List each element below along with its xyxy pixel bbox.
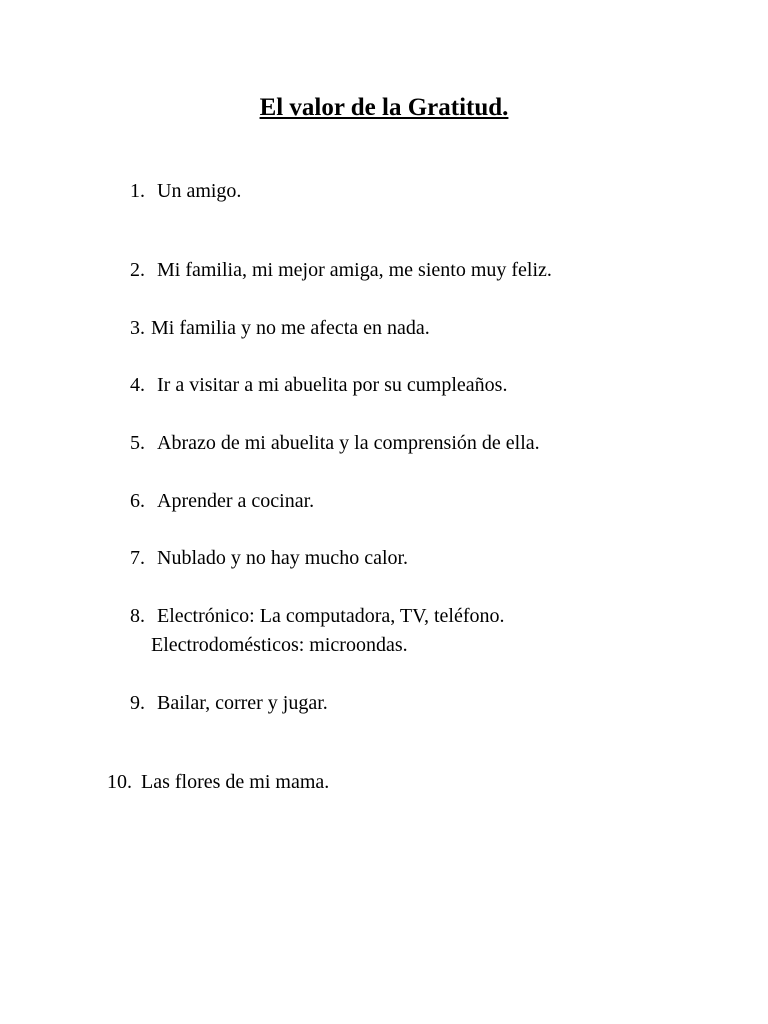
- item-text: Bailar, correr y jugar.: [157, 692, 328, 714]
- item-text: Mi familia, mi mejor amiga, me siento muy feliz.: [157, 259, 552, 281]
- item-number: 2.: [130, 259, 145, 281]
- item-number: 6.: [130, 490, 145, 512]
- item-text: Electrónico: La computadora, TV, teléfono.: [157, 605, 505, 627]
- item-number: 1.: [130, 180, 145, 202]
- item-number: 4.: [130, 374, 145, 396]
- item-number: 9.: [130, 692, 145, 714]
- item-text: Un amigo.: [157, 180, 242, 202]
- item-text-continued: Electrodomésticos: microondas.: [151, 634, 408, 656]
- item-text: Nublado y no hay mucho calor.: [157, 547, 409, 569]
- item-text: Abrazo de mi abuelita y la comprensión de ella.: [157, 432, 540, 454]
- item-number: 5.: [130, 432, 145, 454]
- item-text: Las flores de mi mama.: [141, 771, 330, 793]
- item-number: 7.: [130, 547, 145, 569]
- item-number: 3.: [130, 317, 145, 339]
- item-number: 8.: [130, 605, 145, 627]
- item-text: Mi familia y no me afecta en nada.: [151, 317, 430, 339]
- item-text: Aprender a cocinar.: [157, 490, 315, 512]
- document-title: El valor de la Gratitud.: [259, 94, 509, 121]
- item-text: Ir a visitar a mi abuelita por su cumpleaños.: [157, 374, 508, 396]
- item-number: 10.: [107, 771, 132, 793]
